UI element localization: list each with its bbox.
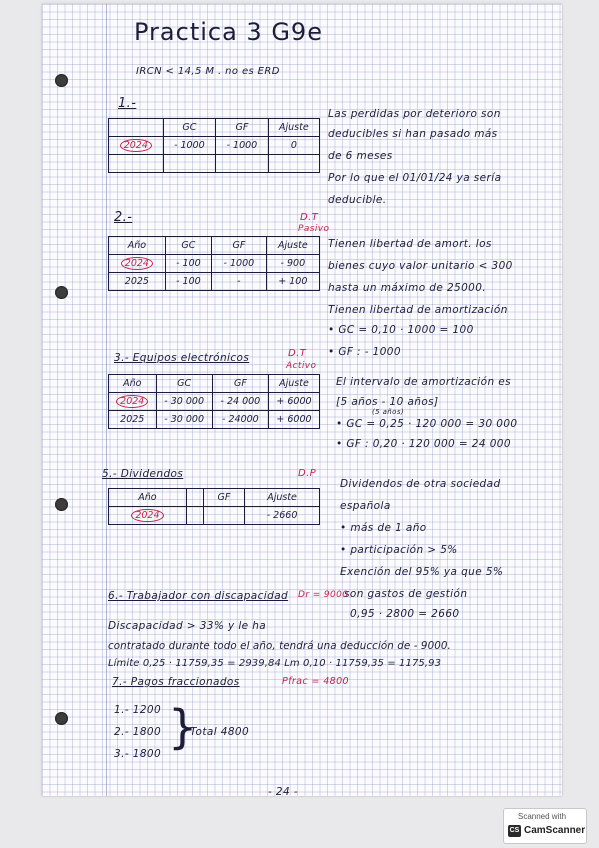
section-1-table: [108, 118, 320, 173]
section-7-tag: Pfrac = 4800: [282, 676, 349, 687]
section-1-note-line: de 6 meses: [328, 150, 393, 162]
subtitle: IRCN < 14,5 M . no es ERD: [136, 66, 280, 77]
section-5-heading: 5.- Dividendos: [102, 468, 184, 480]
table-header: Año: [109, 237, 166, 255]
brace-mark: }: [168, 700, 198, 754]
section-3-table: [108, 374, 320, 429]
table-header: GF: [212, 237, 267, 255]
table-header: Ajuste: [245, 489, 320, 507]
section-6-line: Límite 0,25 · 11759,35 = 2939,84 Lm 0,10 · 11759,35 = 1175,93: [108, 658, 442, 669]
section-6-tag: Dr = 9000: [298, 590, 349, 600]
year-circle: 2024: [116, 395, 148, 408]
scanner-name: CamScanner: [524, 825, 586, 836]
scanner-caption: Scanned with: [518, 812, 567, 821]
section-5-tag: D.P: [298, 468, 317, 479]
table-cell-year: [109, 137, 164, 155]
table-header: Año: [109, 375, 157, 393]
table-header: [186, 489, 203, 507]
table-cell: - 100: [165, 273, 211, 291]
binder-hole: [55, 74, 68, 87]
table-cell: + 6000: [268, 411, 319, 429]
section-3-note-line: • GC = 0,25 · 120 000 = 30 000: [336, 418, 518, 430]
table-cell: - 1000: [212, 255, 267, 273]
section-1-note-line: deducible.: [328, 194, 387, 206]
section-2-tag: D.T: [300, 212, 319, 223]
section-5-note-line: Exención del 95% ya que 5%: [340, 566, 504, 578]
table-header: Ajuste: [268, 119, 319, 137]
page-number: - 24 -: [268, 786, 299, 798]
section-2-heading: 2.-: [114, 210, 133, 225]
list-item: 2.- 1800: [114, 726, 162, 738]
notebook-page: [42, 4, 562, 796]
table-cell: - 100: [165, 255, 211, 273]
table-cell: 2025: [109, 273, 166, 291]
section-3-tag: D.T: [288, 348, 307, 359]
table-cell: - 2660: [245, 507, 320, 525]
table-header: GC: [163, 119, 216, 137]
section-5-note-line: son gastos de gestión: [344, 588, 468, 600]
table-cell: + 6000: [268, 393, 319, 411]
section-3-heading: 3.- Equipos electrónicos: [114, 352, 250, 364]
table-header: Ajuste: [266, 237, 319, 255]
page-title: Practica 3 G9e: [134, 18, 323, 46]
section-6-line: Discapacidad > 33% y le ha: [108, 620, 267, 632]
binder-hole: [55, 712, 68, 725]
section-5-note-line: española: [340, 500, 391, 512]
table-cell: [186, 507, 203, 525]
section-5-table: [108, 488, 320, 525]
table-cell-year: [109, 393, 157, 411]
section-2-note-line: Tienen libertad de amortización: [328, 304, 508, 316]
table-cell-year: [109, 507, 187, 525]
table-cell: + 100: [266, 273, 319, 291]
section-6-line: contratado durante todo el año, tendrá una deducción de - 9000.: [108, 640, 451, 652]
table-cell-year: [109, 255, 166, 273]
section-7-total: Total 4800: [190, 726, 250, 738]
year-circle: 2024: [121, 257, 153, 270]
section-2-note-line: bienes cuyo valor unitario < 300: [328, 260, 513, 272]
section-3-note-line: El intervalo de amortización es: [336, 376, 511, 388]
section-2-note-line: hasta un máximo de 25000.: [328, 282, 487, 294]
table-cell: - 1000: [163, 137, 216, 155]
section-7-heading: 7.- Pagos fraccionados: [112, 676, 240, 688]
table-cell: [203, 507, 244, 525]
section-2-table: [108, 236, 320, 291]
binder-hole: [55, 286, 68, 299]
list-item: 1.- 1200: [114, 704, 162, 716]
table-header: GF: [212, 375, 268, 393]
year-circle: 2024: [120, 139, 152, 152]
camscanner-icon: CS: [508, 825, 521, 837]
section-3-note-line: (5 años): [372, 408, 404, 416]
table-header: Ajuste: [268, 375, 319, 393]
table-cell: - 24 000: [212, 393, 268, 411]
section-1-note-line: deducibles si han pasado más: [328, 128, 498, 140]
section-2-note-line: • GC = 0,10 · 1000 = 100: [328, 324, 474, 336]
binder-hole: [55, 498, 68, 511]
section-2-note-line: Tienen libertad de amort. los: [328, 238, 492, 250]
table-header: Año: [109, 489, 187, 507]
section-6-heading: 6.- Trabajador con discapacidad: [108, 590, 289, 602]
section-5-note-line: Dividendos de otra sociedad: [340, 478, 501, 490]
table-header: GC: [156, 375, 212, 393]
section-3-note-line: • GF : 0,20 · 120 000 = 24 000: [336, 438, 511, 450]
section-5-note-line: • más de 1 año: [340, 522, 427, 534]
section-3-tag: Activo: [286, 361, 317, 371]
table-cell: - 1000: [216, 137, 269, 155]
table-cell: - 24000: [212, 411, 268, 429]
table-header: GF: [203, 489, 244, 507]
section-1-note-line: Las perdidas por deterioro son: [328, 108, 501, 120]
section-2-tag: Pasivo: [298, 224, 330, 234]
table-cell: -: [212, 273, 267, 291]
margin-line: [106, 4, 107, 796]
table-cell: - 30 000: [156, 393, 212, 411]
section-3-note-line: [5 años - 10 años]: [336, 396, 439, 408]
table-cell: 0: [268, 137, 319, 155]
table-header: [109, 119, 164, 137]
table-cell: - 900: [266, 255, 319, 273]
table-cell: 2025: [109, 411, 157, 429]
section-1-note-line: Por lo que el 01/01/24 ya sería: [328, 172, 502, 184]
section-5-note-line: 0,95 · 2800 = 2660: [350, 608, 460, 620]
table-header: GF: [216, 119, 269, 137]
camscanner-badge: [503, 808, 587, 844]
table-header: GC: [165, 237, 211, 255]
section-1-heading: 1.-: [118, 96, 137, 111]
table-cell: - 30 000: [156, 411, 212, 429]
year-circle: 2024: [131, 509, 163, 522]
list-item: 3.- 1800: [114, 748, 162, 760]
section-5-note-line: • participación > 5%: [340, 544, 458, 556]
section-2-note-line: • GF : - 1000: [328, 346, 401, 358]
